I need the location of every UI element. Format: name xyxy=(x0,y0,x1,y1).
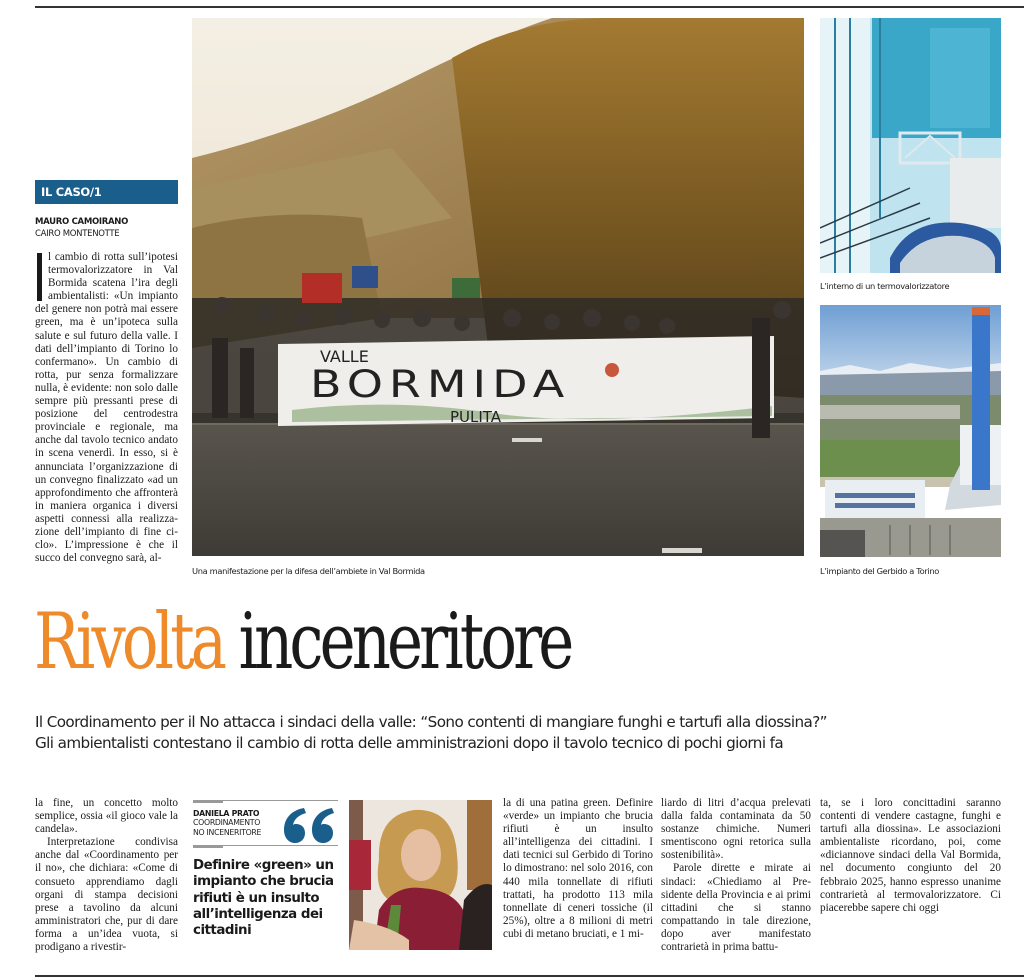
main-photo-caption: Una manifestazione per la difesa dell’ambiete in Val Bormida xyxy=(192,566,425,576)
drop-cap-i xyxy=(37,253,42,301)
headline-main-word: inceneritore xyxy=(238,597,571,687)
banner-text-pulita: PULITA xyxy=(450,408,502,426)
gerbido-plant-image xyxy=(820,305,1001,557)
portrait-image xyxy=(349,800,492,950)
quote-marks-icon xyxy=(280,802,336,846)
top-rule xyxy=(35,6,1024,8)
incinerator-interior-image xyxy=(820,18,1001,273)
article-column-5 xyxy=(661,797,811,954)
gerbido-plant-photo xyxy=(820,305,1001,557)
banner-text-valle: VALLE xyxy=(320,347,369,366)
article-paragraph: liardo di litri d’acqua prelevati dalla falda contaminata da 50 sostanze chimiche. Numeri smentiscono ogni retorica sulla sostenibilità». xyxy=(661,797,811,862)
section-kicker: IL CASO/1 xyxy=(35,180,178,204)
article-paragraph: la di una patina green. Definire «verde» un impianto che brucia rifiuti è un insulto all’intelligenza dei cittadini. I dati tecnici sul Gerbido di Torino lo dimostrano: nel solo 2016, con 440 mila tonnellate di rifiuti trattati, ha prodotto 113 mila tonnellate di ceneri tossiche (il 25%), oltre a 8 milioni di metri cubi di metano bruciati, e 1 mi- xyxy=(503,797,653,940)
bottom-rule xyxy=(35,975,1024,977)
right-top-photo-caption: L’interno di un termovalorizzatore xyxy=(820,281,950,291)
quote-text: Definire «green» un impianto che brucia rifiuti è un insulto all’intelligenza dei cittadini xyxy=(193,858,334,939)
dateline-place: CAIRO MONTENOTTE xyxy=(35,229,120,239)
quote-author-role-2: NO INCENERITORE xyxy=(193,828,262,837)
article-paragraph: Interpretazione condivisa anche dal «Coordinamento per il no», che dichiara: «Come di consueto apprendiamo dagli organi di stampa decisioni prese a tavolino da alcuni amministratori che, pur di dare forma a un’idea vuota, si prodigano a rivestir- xyxy=(35,836,178,954)
article-paragraph: la fine, un concetto molto semplice, ossia «il gioco vale la candela». xyxy=(35,797,178,836)
incinerator-interior-photo xyxy=(820,18,1001,273)
article-column-1 xyxy=(35,251,178,565)
quote-top-accent-rule xyxy=(193,801,223,803)
pull-quote-box xyxy=(193,800,338,939)
right-bottom-photo-caption: L’impianto del Gerbido a Torino xyxy=(820,566,939,576)
article-paragraph: Parole dirette e mirate ai sindaci: «Chiediamo al Presidente della Provincia e ai primi cittadini che si stanno compattando in tale direzione, dopo aver manifestato contrarietà in prima battu- xyxy=(661,862,811,954)
author-name: MAURO CAMOIRANO xyxy=(35,217,129,227)
article-column-4 xyxy=(503,797,653,941)
subheadline xyxy=(35,712,1015,754)
banner-text-bormida: BORMIDA xyxy=(310,361,571,406)
article-column-2 xyxy=(35,797,178,954)
quote-author-name: DANIELA PRATO xyxy=(193,809,260,818)
headline-accent-word: Rivolta xyxy=(34,597,224,687)
article-column-6 xyxy=(820,797,1001,915)
subheadline-line-1: Il Coordinamento per il No attacca i sindaci della valle: “Sono contenti di mangiare funghi e tartufi alla diossina?” xyxy=(35,713,827,731)
article-paragraph: ta, se i loro concittadini saranno contenti di vendere castagne, funghi e tartufi alla diossina». Le associazioni ambientaliste ricordano, poi, come «diciannove sindaci della Val Bormida, nel documento congiunto del 20 febbraio 2025, hanno espresso unanime contrarietà al termovalorizzatore. Ci piacerebbe sapere chi oggi xyxy=(820,797,1001,914)
quote-author-role-1: COORDINAMENTO xyxy=(193,818,261,827)
protest-photo-image xyxy=(192,18,804,556)
protest-photo xyxy=(192,18,804,556)
daniela-prato-portrait xyxy=(349,800,492,950)
headline xyxy=(34,596,570,688)
subheadline-line-2: Gli ambientalisti contestano il cambio di rotta delle amministrazioni dopo il tavolo tecnico di pochi giorni fa xyxy=(35,734,784,752)
quote-mid-accent-rule xyxy=(193,846,223,848)
article-text-col1: l cambio di rotta sull’ipotesi termovalorizzatore in Val Bormida scatena l’ira degli ambientalisti: «Un impianto del genere non potrà mai essere green, ma è un’ipoteca sulla salute e sul futuro della valle. I dati dell’impianto di Torino lo confermano». Un cambio di rotta, pur senza formalizzare nulla, è evidente: non solo dalle sempre più pressanti prese di posizione del centrodestra provinciale e regionale, ma anche dal tavolo tecnico andato in scena venerdì. In esso, si è annunciata l’organizzazione di un convegno finalizzato «ad un approfondimento che affronterà in maniera organica i diversi aspetti connessi alla realizzazione dell’impianto di fine ciclo». L’impressione è che il succo del convegno sarà, al- xyxy=(35,251,178,565)
